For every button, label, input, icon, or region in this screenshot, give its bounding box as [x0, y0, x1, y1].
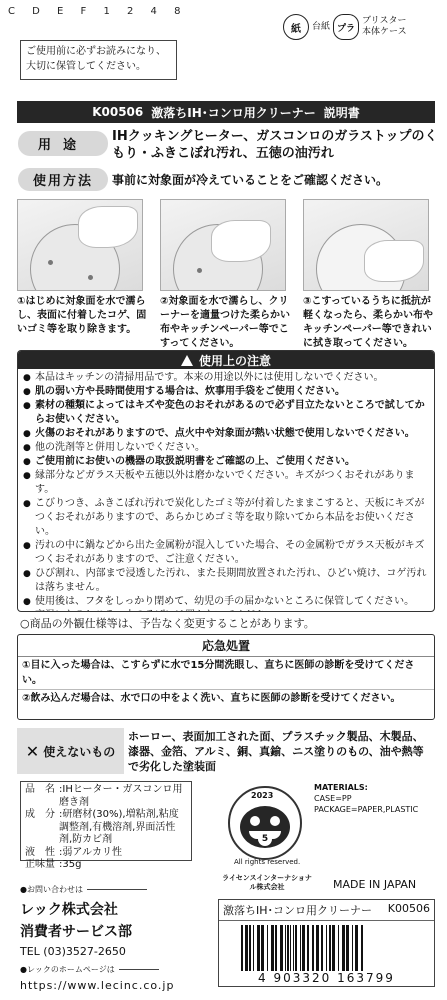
spec-row — [25, 784, 187, 809]
exterior-note: ○商品の外観仕様等は、予告なく変更することがあります。 — [20, 617, 315, 630]
barcode-bar — [361, 925, 363, 971]
spec-row — [25, 859, 187, 872]
dirt-speck — [197, 268, 202, 273]
x-icon: ✕ — [25, 741, 40, 761]
barcode-bar — [271, 925, 274, 971]
barcode-bar — [275, 925, 277, 971]
spec-key: 品 名 — [25, 784, 55, 795]
barcode-bar — [280, 925, 283, 971]
cannot-use-label-box — [17, 728, 124, 774]
step-3-text: ③こすっているうちに抵抗が軽くなったら、柔らかい布やキッチンペーパー等できれいに拭き取ってください。 — [303, 296, 433, 349]
caution-item: ● 他の洗剤等と併用しないでください。 — [23, 441, 429, 455]
caution-item: ● 縁部分などガラス天板や五徳以外は磨かないでください。キズがつくおそれがあります。 — [23, 469, 429, 497]
spec-key: 液 性 — [25, 846, 55, 858]
materials-title: MATERIALS: — [314, 783, 368, 792]
barcode-bar — [241, 925, 243, 971]
barcode-bar — [332, 925, 335, 971]
dirt-speck — [48, 260, 53, 265]
spec-value: :研磨材(30%),増粘剤,粘度調整剤,有機溶剤,界面活性剤,防カビ剤 — [59, 809, 179, 845]
first-aid-section — [17, 634, 435, 720]
barcode-bar — [352, 925, 353, 971]
department-name: 消費者サービス部 — [20, 924, 132, 940]
barcode-title-row — [219, 900, 434, 921]
barcode-bar — [253, 925, 254, 971]
first-aid-title: 応急処置 — [18, 635, 434, 657]
paper-recycle-icon: 紙 — [283, 14, 309, 40]
caution-item: ● こびりつき、ふきこぼれ汚れで炭化したゴミ等が付着したままこすると、天板にキズがつくおそれがありますので、あらかじめゴミ等を取り除いてから本品をお使いください。 — [23, 497, 429, 539]
homepage-label: ●レックのホームページは — [20, 965, 115, 974]
spec-value: :弱アルカリ性 — [59, 846, 122, 858]
usage-text: IHクッキングヒーター、ガスコンロのガラストップのくもり・ふきこぼれ汚れ、五徳の油汚れ — [112, 129, 438, 161]
method-text: 事前に対象面が冷えていることをご確認ください。 — [112, 173, 389, 187]
caution-item: ● 火傷のおそれがありますので、点火中や対象面が熱い状態で使用しないでください。 — [23, 427, 429, 441]
caution-section — [17, 350, 435, 612]
barcode-bar — [312, 925, 314, 971]
mascot-eye — [270, 816, 280, 826]
spec-value: :IHヒーター・ガスコンロ用磨き剤 — [59, 784, 183, 808]
plastic-recycle-icon: プラ — [333, 14, 359, 40]
cannot-use-label: 使えないもの — [43, 744, 116, 759]
barcode-product: 激落ちIH･コンロ用クリーナー — [223, 904, 373, 917]
caution-list — [18, 369, 434, 612]
inquiry-label-row — [20, 884, 200, 895]
company-name: レック株式会社 — [20, 902, 118, 918]
mascot-number: 5 — [258, 832, 272, 846]
first-aid-eye: ①目に入った場合は、こすらずに水で15分間洗眼し、直ちに医師の診断を受けてください。 — [18, 657, 434, 690]
barcode-bar — [321, 925, 323, 971]
barcode-bar — [300, 925, 301, 971]
barcode-bar — [329, 925, 331, 971]
step-1-illustration — [17, 199, 143, 291]
cannot-use-text: ホーロー、表面加工された面、プラスチック製品、木製品、漆器、金箔、アルミ、銅、真鍮、ニス塗りのもの、油や熱等で劣化した塗装面 — [128, 730, 424, 773]
warning-icon — [181, 355, 193, 366]
barcode-code: K00506 — [387, 902, 430, 915]
print-codes: C D E F 1 2 4 8 — [8, 6, 188, 17]
step-1-text: ①はじめに対象面を水で濡らし、表面に付着したコゲ、固いゴミ等を取り除きます。 — [17, 296, 147, 335]
spec-key: 成 分 — [25, 809, 55, 820]
caution-title: 使用上の注意 — [198, 353, 271, 368]
barcode-bar — [287, 925, 289, 971]
divider — [87, 889, 147, 890]
caution-item: ● 肌の弱い方や長時間使用する場合は、炊事用手袋をご使用ください。 — [23, 385, 429, 399]
mascot-eye — [250, 816, 260, 826]
barcode-bar — [257, 925, 260, 971]
barcode-bar — [346, 925, 349, 971]
materials-line: CASE=PP — [314, 794, 352, 803]
manual-label: 説明書 — [323, 105, 360, 120]
barcode-bar — [338, 925, 339, 971]
caution-item: ● ひび割れ、内部まで浸透した汚れ、また長期間放置された汚れ、ひどい焼け、コゲ汚れは落ちません。 — [23, 567, 429, 595]
mascot-year: 2023 — [251, 791, 274, 800]
product-name: 激落ちIH･コンロ用クリーナー — [151, 105, 316, 120]
spec-row — [25, 809, 187, 847]
contact-info — [20, 884, 200, 992]
barcode-bar — [295, 925, 297, 971]
caution-item: ● ご使用前にお使いの機器の取扱説明書をご確認の上、ご使用ください。 — [23, 455, 429, 469]
usage-label: 用途 — [18, 131, 108, 156]
cloth-hand — [211, 220, 271, 262]
made-in-label: MADE IN JAPAN — [333, 878, 417, 891]
barcode-bar — [245, 925, 248, 971]
barcode-digits: 4 903320 163799 — [258, 971, 395, 985]
materials-info — [314, 782, 418, 815]
barcode-bar — [316, 925, 319, 971]
caution-item: ● 本品はキッチンの清掃用品です。本来の用途以外には使用しないでください。 — [23, 371, 429, 385]
barcode-panel — [218, 899, 435, 987]
caution-item: ● 使用後は、フタをしっかり閉めて、幼児の手の届かないところに保管してください。 — [23, 595, 429, 609]
phone-number: TEL (03)3527-2650 — [20, 945, 126, 958]
method-label: 使用方法 — [18, 168, 108, 191]
barcode-bar — [355, 925, 358, 971]
spec-row — [25, 847, 187, 860]
barcode-bar — [249, 925, 251, 971]
plastic-recycle-label: ブリスター 本体ケース — [362, 16, 407, 37]
barcode-bar — [285, 925, 286, 971]
barcode-bar — [307, 925, 309, 971]
spec-value: :35g — [59, 859, 82, 870]
barcode-bar — [326, 925, 327, 971]
read-before-use-notice: ご使用前に必ずお読みになり、大切に保管してください。 — [20, 40, 177, 80]
barcode-bar — [293, 925, 294, 971]
product-code: K00506 — [92, 105, 144, 119]
cloth-hand — [364, 240, 424, 282]
caution-header — [18, 351, 434, 369]
homepage-url[interactable]: https://www.lecinc.co.jp — [20, 979, 175, 992]
barcode-bar — [302, 925, 305, 971]
barcode-bar — [342, 925, 345, 971]
materials-line: PACKAGE=PAPER,PLASTIC — [314, 805, 419, 814]
cannot-use-section — [17, 728, 435, 774]
barcode-icon — [237, 925, 417, 971]
step-2-illustration — [160, 199, 286, 291]
rights-text: All rights reserved. — [234, 858, 301, 866]
licensor-name: ライセンスインターナショナル株式会社 — [222, 874, 312, 891]
cloth-hand — [78, 206, 138, 248]
spec-key: 正味量 — [25, 859, 55, 870]
homepage-label-row — [20, 964, 200, 975]
inquiry-label: ●お問い合わせは — [20, 885, 83, 894]
paper-recycle-label: 台紙 — [312, 21, 331, 32]
caution-item — [23, 609, 429, 612]
first-aid-swallow: ②飲み込んだ場合は、水で口の中をよく洗い、直ちに医師の診断を受けてください。 — [22, 693, 401, 704]
product-spec — [20, 781, 192, 870]
recycle-marks — [283, 14, 410, 40]
step-2-text: ②対象面を水で濡らし、クリーナーを適量つけた柔らかい布やキッチンペーパー等でこすってください。 — [160, 296, 290, 349]
caution-item: ● 素材の種類によってはキズや変色のおそれがあるので必ず目立たないところで試してからお使いください。 — [23, 399, 429, 427]
barcode-bar — [267, 925, 268, 971]
barcode-bar — [261, 925, 264, 971]
caution-item: ● 汚れの中に鍋などから出た金属粉が混入していた場合、その金属粉でガラス天板がキズつくおそれがありますので、ご注意ください。 — [23, 539, 429, 567]
dirt-speck — [88, 275, 93, 280]
title-bar — [17, 101, 435, 123]
step-3-illustration — [303, 199, 429, 291]
divider — [119, 969, 159, 970]
barcode-bar — [290, 925, 291, 971]
